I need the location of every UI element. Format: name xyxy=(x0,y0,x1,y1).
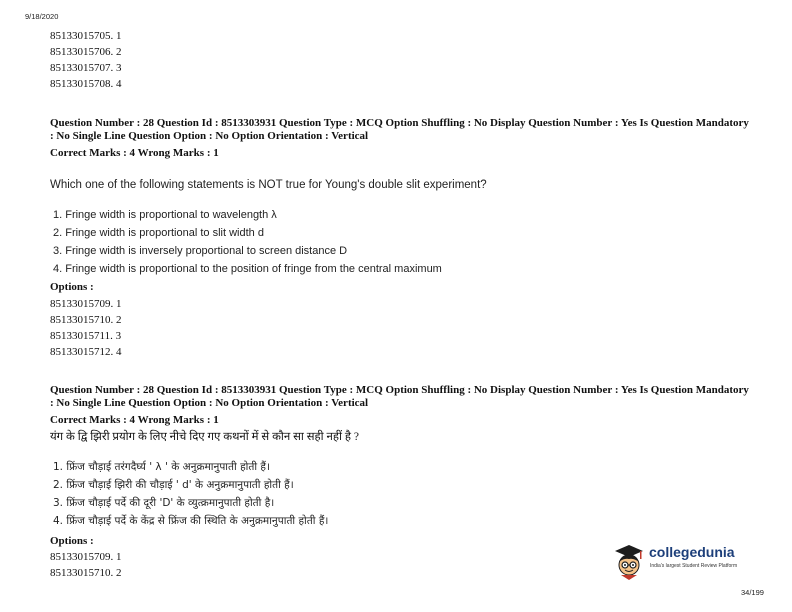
marks-line: Correct Marks : 4 Wrong Marks : 1 xyxy=(50,414,219,426)
option-item: 85133015712. 4 xyxy=(50,346,122,358)
question-meta: Question Number : 28 Question Id : 8513303931 Question Type : MCQ Option Shuffling : No Display Question Number : Yes Is Question Mandatory : No Single Line Question Option : No Option Orientation : Vertical xyxy=(50,384,749,409)
choice-item: 1. फ्रिंज चौड़ाई तरंगदैर्घ्य ' λ ' के अनुक्रमानुपाती होती हैं। xyxy=(53,461,270,473)
choice-item: 3. फ्रिंज चौड़ाई पर्दे की दूरी 'D' के व्युत्क्रमानुपाती होती है। xyxy=(53,497,275,509)
choice-item: 3. Fringe width is inversely proportional to screen distance D xyxy=(53,245,348,257)
option-item: 85133015709. 1 xyxy=(50,298,122,310)
choice-item: 2. फ्रिंज चौड़ाई झिरी की चौड़ाई ' d' के अनुक्रमानुपाती होती हैं। xyxy=(53,479,294,491)
option-item: 85133015706. 2 xyxy=(50,46,122,58)
option-item: 85133015711. 3 xyxy=(50,330,122,342)
mascot-icon xyxy=(612,542,646,582)
question-text: Which one of the following statements is NOT true for Young's double slit experiment? xyxy=(50,179,487,191)
choice-item: 2. Fringe width is proportional to slit width d xyxy=(53,227,264,239)
print-date: 9/18/2020 xyxy=(25,12,59,21)
options-label: Options : xyxy=(50,281,94,293)
choice-item: 4. फ्रिंज चौड़ाई पर्दे के केंद्र से फ्रिंज की स्थिति के अनुक्रमानुपाती होती हैं। xyxy=(53,515,329,527)
option-item: 85133015708. 4 xyxy=(50,78,122,90)
question-meta: Question Number : 28 Question Id : 8513303931 Question Type : MCQ Option Shuffling : No Display Question Number : Yes Is Question Mandatory : No Single Line Question Option : No Option Orientation : Vertical xyxy=(50,117,749,142)
choice-item: 4. Fringe width is proportional to the position of fringe from the central maximum xyxy=(53,263,442,275)
options-label: Options : xyxy=(50,535,94,547)
question-text: यंग के द्वि झिरी प्रयोग के लिए नीचे दिए गए कथनों में से कौन सा सही नहीं है ? xyxy=(50,431,359,443)
option-item: 85133015709. 1 xyxy=(50,551,122,563)
options-list xyxy=(50,549,122,581)
page-number: 34/199 xyxy=(741,588,764,597)
logo-wordmark: collegedunia xyxy=(649,544,735,560)
collegedunia-logo xyxy=(612,542,762,582)
choice-list xyxy=(53,458,328,530)
option-item: 85133015705. 1 xyxy=(50,30,122,42)
option-item: 85133015710. 2 xyxy=(50,567,122,579)
options-list xyxy=(50,296,122,360)
option-item: 85133015710. 2 xyxy=(50,314,122,326)
choice-list xyxy=(53,206,442,278)
previous-options-list xyxy=(50,28,122,92)
logo-tagline: India's largest Student Review Platform xyxy=(650,563,738,569)
choice-item: 1. Fringe width is proportional to wavelength λ xyxy=(53,209,277,221)
option-item: 85133015707. 3 xyxy=(50,62,122,74)
marks-line: Correct Marks : 4 Wrong Marks : 1 xyxy=(50,147,219,159)
